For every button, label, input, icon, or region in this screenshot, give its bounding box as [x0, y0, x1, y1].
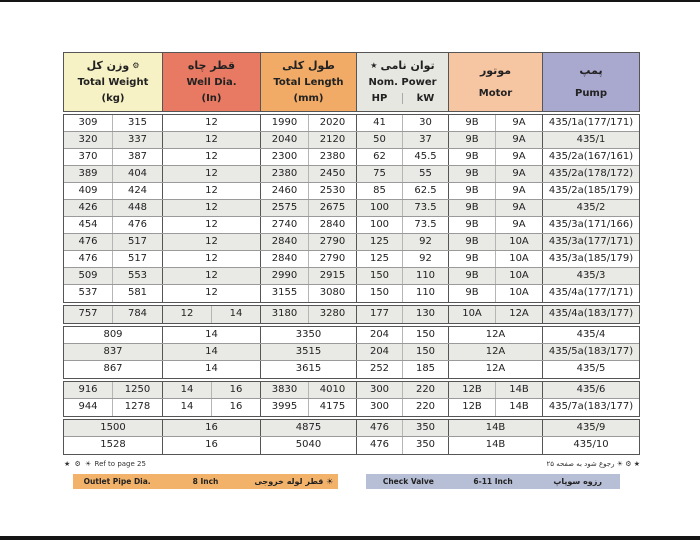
- kw-cell: 220: [403, 399, 449, 416]
- header-motor: [449, 53, 543, 111]
- weight-cell: 509: [64, 268, 113, 284]
- kw-cell: 62.5: [403, 183, 449, 199]
- well-dia-cell: 12: [163, 217, 261, 233]
- well-dia-cell: 12: [163, 132, 261, 148]
- pump-cell: 435/3a(171/166): [548, 219, 634, 230]
- motor-cell: 9A: [496, 132, 543, 148]
- total-length-unit: (mm): [293, 93, 324, 104]
- length-cell: 3995: [261, 399, 309, 416]
- weight-cell: 1278: [113, 399, 163, 416]
- kw-cell: 37: [403, 132, 449, 148]
- hp-cell: 125: [357, 251, 403, 267]
- pump-cell: 435/3a(185/179): [548, 253, 634, 264]
- table-row-group: [63, 305, 640, 324]
- motor-cell: 10A: [496, 285, 543, 302]
- length-cell: 3155: [261, 285, 309, 302]
- well-dia-cell: 14: [163, 361, 261, 378]
- length-cell: 1990: [261, 115, 309, 131]
- length-cell: 2040: [261, 132, 309, 148]
- well-dia-cell: 14: [163, 344, 261, 360]
- table-row: [64, 166, 639, 183]
- pump-cell: 435/2a(167/161): [548, 151, 634, 162]
- motor-cell: 9A: [496, 115, 543, 131]
- motor-cell: 9B: [449, 149, 496, 165]
- well-dia-label-fa: قطر چاه: [187, 58, 236, 72]
- motor-cell: 10A: [496, 251, 543, 267]
- well-dia-cell: 12: [163, 183, 261, 199]
- table-row: [64, 132, 639, 149]
- pump-cell: 435/3: [576, 270, 606, 281]
- kw-cell: 185: [403, 361, 449, 378]
- hp-cell: 100: [357, 217, 403, 233]
- check-valve-value: 6-11 Inch: [473, 477, 513, 486]
- weight-cell: 387: [113, 149, 163, 165]
- length-cell: 3830: [261, 382, 309, 398]
- hp-cell: 177: [357, 306, 403, 323]
- motor-cell: 9A: [496, 200, 543, 216]
- outlet-pipe-label: Outlet Pipe Dia.: [83, 477, 151, 486]
- length-cell: 2990: [261, 268, 309, 284]
- kw-cell: 73.5: [403, 217, 449, 233]
- motor-cell: 12B: [449, 399, 496, 416]
- hp-cell: 476: [357, 420, 403, 436]
- kw-cell: 45.5: [403, 149, 449, 165]
- hp-cell: 476: [357, 437, 403, 454]
- length-cell: 2460: [261, 183, 309, 199]
- motor-cell: 9B: [449, 234, 496, 250]
- table-row: [64, 251, 639, 268]
- footnote-symbols: ★ ⚙ ☀: [64, 460, 93, 468]
- motor-cell: 12A: [496, 306, 543, 323]
- weight-cell: 1528: [64, 437, 163, 454]
- well-dia-cell: 14: [163, 399, 212, 416]
- length-cell: 2840: [261, 234, 309, 250]
- weight-cell: 476: [64, 251, 113, 267]
- length-cell: 2840: [261, 251, 309, 267]
- table-row: [64, 115, 639, 132]
- kw-cell: 73.5: [403, 200, 449, 216]
- pump-cell: 435/1a(177/171): [548, 117, 634, 128]
- motor-cell: 9B: [449, 285, 496, 302]
- weight-cell: 553: [113, 268, 163, 284]
- motor-cell: 14B: [496, 382, 543, 398]
- pump-cell: 435/2a(178/172): [548, 168, 634, 179]
- length-cell: 2790: [309, 251, 357, 267]
- well-dia-cell: 14: [212, 306, 261, 323]
- weight-cell: 867: [64, 361, 163, 378]
- kw-cell: 30: [403, 115, 449, 131]
- well-dia-cell: 14: [163, 327, 261, 343]
- footnote-left-text: Ref to page 25: [94, 460, 146, 468]
- motor-cell: 9A: [496, 149, 543, 165]
- well-dia-cell: 16: [163, 437, 261, 454]
- length-cell: 2300: [261, 149, 309, 165]
- motor-cell: 10A: [449, 306, 496, 323]
- well-dia-cell: 14: [163, 382, 212, 398]
- weight-cell: 309: [64, 115, 113, 131]
- length-cell: 4875: [261, 420, 357, 436]
- length-cell: 2740: [261, 217, 309, 233]
- motor-cell: 14B: [449, 437, 543, 454]
- kw-cell: 220: [403, 382, 449, 398]
- length-cell: 2530: [309, 183, 357, 199]
- weight-cell: 837: [64, 344, 163, 360]
- table-row: [64, 382, 639, 399]
- footnote-left: [64, 460, 146, 468]
- motor-cell: 10A: [496, 268, 543, 284]
- length-cell: 2575: [261, 200, 309, 216]
- kw-cell: 92: [403, 251, 449, 267]
- total-weight-label-en: Total Weight: [77, 77, 149, 89]
- footnote-symbols: ★ ⚙ ☀: [616, 460, 640, 468]
- length-cell: 2915: [309, 268, 357, 284]
- nom-power-label-en: Nom. Power: [368, 77, 437, 89]
- motor-cell: 14B: [449, 420, 543, 436]
- table-row: [64, 327, 639, 344]
- weight-cell: 404: [113, 166, 163, 182]
- length-cell: 3515: [261, 344, 357, 360]
- spec-table: [63, 52, 640, 455]
- well-dia-cell: 16: [212, 382, 261, 398]
- table-header: [63, 52, 640, 112]
- footnote-right-text: رجوع شود به صفحه ۲۵: [546, 460, 615, 468]
- pump-cell: 435/5: [576, 363, 606, 374]
- motor-cell: 12A: [449, 361, 543, 378]
- weight-cell: 537: [64, 285, 113, 302]
- length-cell: 2380: [309, 149, 357, 165]
- total-weight-label-fa: وزن کل: [86, 58, 130, 72]
- table-row: [64, 420, 639, 437]
- weight-cell: 337: [113, 132, 163, 148]
- hp-cell: 300: [357, 382, 403, 398]
- hp-cell: 204: [357, 327, 403, 343]
- weight-cell: 1500: [64, 420, 163, 436]
- hp-cell: 150: [357, 285, 403, 302]
- total-weight-unit: (kg): [101, 93, 125, 104]
- kw-cell: 92: [403, 234, 449, 250]
- weight-cell: 944: [64, 399, 113, 416]
- table-row: [64, 285, 639, 302]
- motor-cell: 9B: [449, 251, 496, 267]
- motor-cell: 9B: [449, 268, 496, 284]
- hp-cell: 300: [357, 399, 403, 416]
- pump-cell: 435/2: [576, 202, 606, 213]
- table-row: [64, 217, 639, 234]
- hp-cell: 204: [357, 344, 403, 360]
- weight-cell: 454: [64, 217, 113, 233]
- pump-cell: 435/4a(183/177): [548, 308, 634, 319]
- hp-cell: 41: [357, 115, 403, 131]
- pump-label-en: Pump: [574, 87, 608, 99]
- length-cell: 5040: [261, 437, 357, 454]
- pump-cell: 435/5a(183/177): [548, 346, 634, 357]
- well-dia-cell: 12: [163, 166, 261, 182]
- length-cell: 3080: [309, 285, 357, 302]
- footnote-right: [546, 460, 640, 468]
- table-row: [64, 234, 639, 251]
- outlet-pipe-bar: [73, 474, 338, 489]
- hp-cell: 75: [357, 166, 403, 182]
- length-cell: 2450: [309, 166, 357, 182]
- length-cell: 2840: [309, 217, 357, 233]
- pump-cell: 435/4: [576, 329, 606, 340]
- well-dia-cell: 12: [163, 115, 261, 131]
- header-pump: [543, 53, 639, 111]
- motor-cell: 9B: [449, 200, 496, 216]
- table-row: [64, 306, 639, 323]
- motor-cell: 9B: [449, 183, 496, 199]
- check-valve-bar: [366, 474, 620, 489]
- kw-cell: 150: [403, 327, 449, 343]
- length-cell: 4175: [309, 399, 357, 416]
- table-row: [64, 200, 639, 217]
- outlet-pipe-value: 8 Inch: [192, 477, 219, 486]
- total-length-label-fa: طول کلی: [282, 58, 335, 72]
- weight-cell: 448: [113, 200, 163, 216]
- well-dia-cell: 12: [163, 306, 212, 323]
- weight-cell: 809: [64, 327, 163, 343]
- weight-cell: 370: [64, 149, 113, 165]
- table-row: [64, 344, 639, 361]
- motor-cell: 14B: [496, 399, 543, 416]
- length-cell: 3615: [261, 361, 357, 378]
- kw-cell: 350: [403, 437, 449, 454]
- pump-cell: 435/7a(183/177): [548, 401, 634, 412]
- table-row-group: [63, 114, 640, 303]
- well-dia-cell: 12: [163, 285, 261, 302]
- weight-cell: 581: [113, 285, 163, 302]
- well-dia-cell: 12: [163, 200, 261, 216]
- length-cell: 3180: [261, 306, 309, 323]
- table-row: [64, 399, 639, 416]
- well-dia-label-en: Well Dia.: [186, 77, 237, 89]
- well-dia-cell: 12: [163, 268, 261, 284]
- weight-cell: 916: [64, 382, 113, 398]
- motor-cell: 9A: [496, 166, 543, 182]
- pump-cell: 435/1: [576, 134, 606, 145]
- hp-cell: 100: [357, 200, 403, 216]
- table-row: [64, 268, 639, 285]
- hp-cell: 125: [357, 234, 403, 250]
- pump-label-fa: پمپ: [579, 64, 603, 78]
- length-cell: 3350: [261, 327, 357, 343]
- weight-cell: 784: [113, 306, 163, 323]
- table-body: [63, 114, 640, 455]
- length-cell: 4010: [309, 382, 357, 398]
- nom-power-label-fa: توان نامی: [380, 58, 435, 72]
- motor-label-fa: موتور: [479, 64, 512, 78]
- pump-cell: 435/9: [576, 422, 606, 433]
- kw-cell: 350: [403, 420, 449, 436]
- table-row: [64, 361, 639, 378]
- motor-cell: 12B: [449, 382, 496, 398]
- well-dia-cell: 16: [163, 420, 261, 436]
- motor-cell: 9B: [449, 115, 496, 131]
- hp-cell: 150: [357, 268, 403, 284]
- outlet-pipe-label-fa: ☀ قطر لوله خروجی: [254, 477, 334, 486]
- kw-cell: 130: [403, 306, 449, 323]
- weight-cell: 389: [64, 166, 113, 182]
- length-cell: 2020: [309, 115, 357, 131]
- kw-cell: 110: [403, 268, 449, 284]
- header-well-dia: [163, 53, 261, 111]
- motor-cell: 9A: [496, 217, 543, 233]
- star-icon: ★: [370, 61, 378, 71]
- weight-cell: 320: [64, 132, 113, 148]
- page-top-rule: [0, 0, 700, 2]
- kw-column-header: kW: [416, 93, 435, 104]
- motor-label-en: Motor: [478, 87, 513, 99]
- header-total-weight: [64, 53, 163, 111]
- well-dia-cell: 16: [212, 399, 261, 416]
- header-nom-power: [357, 53, 449, 111]
- weight-cell: 517: [113, 234, 163, 250]
- weight-cell: 409: [64, 183, 113, 199]
- table-row-group: [63, 326, 640, 379]
- pump-cell: 435/2a(185/179): [548, 185, 634, 196]
- header-total-length: [261, 53, 357, 111]
- hp-cell: 50: [357, 132, 403, 148]
- kw-cell: 110: [403, 285, 449, 302]
- check-valve-label: Check Valve: [382, 477, 434, 486]
- weight-cell: 476: [113, 217, 163, 233]
- length-cell: 2120: [309, 132, 357, 148]
- gear-icon: ⚙: [132, 61, 140, 71]
- well-dia-cell: 12: [163, 251, 261, 267]
- weight-cell: 424: [113, 183, 163, 199]
- page-bottom-rule: [0, 536, 700, 540]
- motor-cell: 9B: [449, 166, 496, 182]
- length-cell: 3280: [309, 306, 357, 323]
- length-cell: 2790: [309, 234, 357, 250]
- hp-cell: 252: [357, 361, 403, 378]
- length-cell: 2380: [261, 166, 309, 182]
- hp-column-header: HP: [357, 93, 403, 104]
- kw-cell: 55: [403, 166, 449, 182]
- pump-cell: 435/6: [576, 384, 606, 395]
- weight-cell: 315: [113, 115, 163, 131]
- weight-cell: 476: [64, 234, 113, 250]
- pump-cell: 435/10: [573, 439, 609, 450]
- hp-cell: 62: [357, 149, 403, 165]
- well-dia-unit: (In): [201, 93, 222, 104]
- well-dia-cell: 12: [163, 149, 261, 165]
- weight-cell: 426: [64, 200, 113, 216]
- weight-cell: 1250: [113, 382, 163, 398]
- table-row: [64, 183, 639, 200]
- weight-cell: 757: [64, 306, 113, 323]
- table-row: [64, 149, 639, 166]
- table-row-group: [63, 419, 640, 455]
- check-valve-label-fa: رزوه سوپاپ: [553, 477, 602, 486]
- motor-cell: 9B: [449, 217, 496, 233]
- motor-cell: 9A: [496, 183, 543, 199]
- hp-cell: 85: [357, 183, 403, 199]
- table-row: [64, 437, 639, 454]
- well-dia-cell: 12: [163, 234, 261, 250]
- table-row-group: [63, 381, 640, 417]
- length-cell: 2675: [309, 200, 357, 216]
- motor-cell: 12A: [449, 344, 543, 360]
- motor-cell: 12A: [449, 327, 543, 343]
- kw-cell: 150: [403, 344, 449, 360]
- pump-cell: 435/4a(177/171): [548, 287, 634, 298]
- motor-cell: 10A: [496, 234, 543, 250]
- motor-cell: 9B: [449, 132, 496, 148]
- pump-cell: 435/3a(177/171): [548, 236, 634, 247]
- weight-cell: 517: [113, 251, 163, 267]
- total-length-label-en: Total Length: [273, 77, 344, 89]
